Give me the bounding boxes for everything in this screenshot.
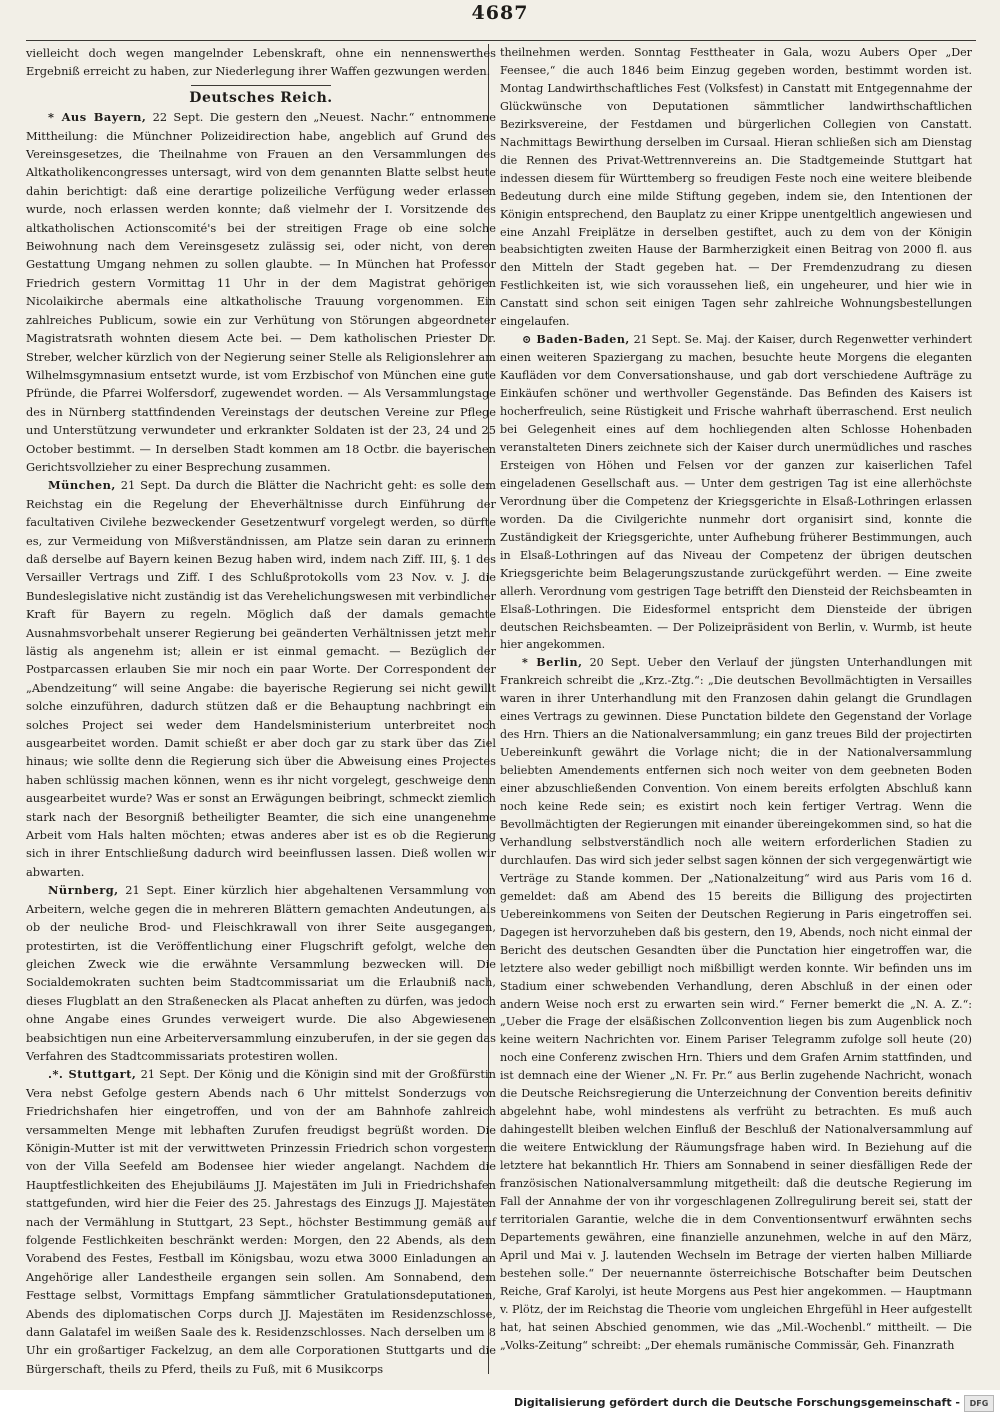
digitization-footer (0, 1390, 1000, 1417)
article-bayern (26, 108, 496, 476)
section-rule (191, 85, 331, 86)
section-heading: Deutsches Reich. (189, 89, 333, 106)
article-muenchen-text: 21 Sept. Da durch die Blätter die Nachricht geht: es solle dem Reichstag ein die Regelung der Eheverhältnisse durch Einführung der facultativen Civilehe bezweckender Gesetzentwurf vorgelegt werden, so dürfte es, zur Vermeidung von Mißverständnissen, am Platze sein daran zu erinnern daß derselbe auf Bayern keinen Bezug haben wird, indem nach Ziff. III, §. 1 des Versailler Vertrags und Ziff. I des Schlußprotokolls vom 23 Nov. v. J. die Bundeslegislative nicht zuständig ist das Verehelichungswesen mit verbindlicher Kraft für Bayern zu regeln. Möglich daß der damals gemachte Ausnahmsvorbehalt unserer Regierung bei geänderten Verhältnissen jetzt mehr lästig als angenehm ist; allein er ist einmal gemacht. — Bezüglich der Postparcassen erlauben Sie mir noch ein paar Worte. Der Correspondent der „Abendzeitung“ will seine Angabe: die bayerische Regierung sei nicht gewillt solche einzuführen, dadurch stützen daß er die Behauptung nachbringt ein solches Project sei weder dem Handelsministerium unterbreitet noch ausgearbeitet worden. Damit schießt er aber doch gar zu stark über das Ziel hinaus; wie sollte denn die Regierung sich über die Abweisung eines Projectes haben schlüssig machen können, wenn es ihr nicht vorgelegt, geschweige denn ausgearbeitet wurde? Was er sonst an Erwägungen beibringt, schmeckt ziemlich stark nach der Besorgniß betheiligter Beamter, die sich eine unangenehme Arbeit vom Hals halten möchten; etwas anderes aber ist es ob die Regierung sich in ihrer Entschließung dadurch wird beeinflussen lassen. Dieß wollen wir abwarten. (26, 478, 496, 879)
article-stuttgart-text: 21 Sept. Der König und die Königin sind mit der Großfürstin Vera nebst Gefolge gestern Abends nach 6 Uhr mittelst Sonderzugs von Friedrichshafen hier eingetroffen, und von der am Bahnhofe zahlreich versammelten Menge mit lebhaften Zurufen freudigst begrüßt worden. Die Königin-Mutter ist mit der verwittweten Prinzessin Friedrich schon vorgestern von der Villa Seefeld am Bodensee hier wieder angelangt. Nachdem die Hauptfestlichkeiten des Ehejubiläums JJ. Majestäten im Juli in Friedrichshafen stattgefunden, wird hier die Feier des 25. Jahrestags des Einzugs JJ. Majestäten nach der Vermählung in Stuttgart, 23 Sept., höchster Bestimmung gemäß auf folgende Festlichkeiten beschränkt werden: Morgen, den 22 Abends, als dem Vorabend des Festes, Festball im Königsbau, wozu etwa 3000 Einladungen an Angehörige aller Landestheile ergangen sein sollen. Am Sonnabend, dem Festtage selbst, Vormittags Empfang sämmtlicher Gratulationsdeputationen, Abends des diplomatischen Corps durch JJ. Majestäten im Residenzschlosse, dann Galatafel im weißen Saale des k. Residenzschlosses. Nach derselben um 8 Uhr ein großartiger Fackelzug, an dem alle Corporationen Stuttgarts und die Bürgerschaft, theils zu Pferd, theils zu Fuß, mit 6 Musikcorps (26, 1067, 496, 1376)
article-stuttgart-continued: theilnehmen werden. Sonntag Festtheater in Gala, wozu Aubers Oper „Der Feensee,“ die auch 1846 beim Einzug gegeben worden, bestimmt worden ist. Montag Landwirthschaftliches Fest (Volksfest) in Canstatt mit Entgegennahme der Glückwünsche von Deputationen sämmtlicher landwirthschaftlichen Bezirksvereine, der Festdamen und bürgerlichen Collegien von Canstatt. Nachmittags Bewirthung derselben im Cursaal. Hieran schließen sich am Dienstag die Rennen des Privat-Wettrennvereins an. Die Stadtgemeinde Stuttgart hat indessen diesem für Württemberg so freudigen Feste noch eine weitere bleibende Bedeutung durch eine milde Stiftung gegeben, indem sie, den Intentionen der Königin entsprechend, den Bauplatz zu einer Krippe unentgeltlich angewiesen und eine Anzahl Freiplätze in derselben gestiftet, auch zu dem von der Königin beabsichtigten zweiten Hause der Barmherzigkeit einen Beitrag von 2000 fl. aus den Mitteln der Stadt gegeben hat. — Der Fremdenzudrang zu diesen Festlichkeiten ist, wie sich voraussehen ließ, ein ungeheurer, und hier wie in Canstatt sind schon seit einigen Tagen sehr zahlreiche Wohnungsbestellungen eingelaufen. (500, 46, 972, 329)
article-stuttgart (26, 1065, 496, 1378)
dateline-muenchen: München, (48, 478, 116, 493)
article-berlin (500, 654, 972, 1354)
article-bayern-text: 22 Sept. Die gestern den „Neuest. Nachr.“ entnommene Mittheilung: die Münchner Polizeidirection habe, angeblich auf Grund des Vereinsgesetzes, die Theilnahme von Frauen an den Versammlungen des Altkatholikencongresses untersagt, wird von dem genannten Blatte selbst heute dahin berichtigt: daß eine derartige polizeiliche Verfügung weder erlassen wurde, noch erlassen werden konnte; daß vielmehr der I. Vorsitzende des altkatholischen Actionscomité's bei der streitigen Frage ob eine solche Beiwohnung nach dem Vereinsgesetz zulässig sei, oder nicht, von deren Gestattung Umgang nehmen zu sollen glaubte. — In München hat Professor Friedrich gestern Vormittag 11 Uhr in der dem Magistrat gehörigen Nicolaikirche abermals eine altkatholische Trauung vorgenommen. Ein zahlreiches Publicum, sowie ein zur Verhütung von Störungen abgeordneter Magistratsrath wohnten diesem Acte bei. — Dem katholischen Priester Dr. Streber, welcher kürzlich von der Negierung seiner Stelle als Religionslehrer am Wilhelmsgymnasium entsetzt wurde, ist vom Erzbischof von München eine gute Pfründe, die Pfarrei Wolfersdorf, zugewendet worden. — Als Versammlungstage des in Nürnberg stattfindenden Vereinstags der deutschen Vereine zur Pflege und Unterstützung verwundeter und erkrankter Soldaten ist der 23, 24 und 25 October bestimmt. — In derselben Stadt kommen am 18 Octbr. die bayerischen Gerichtsvollzieher zu einer Besprechung zusammen. (26, 110, 497, 474)
article-nuernberg-text: 21 Sept. Einer kürzlich hier abgehaltenen Versammlung von Arbeitern, welche gegen die in mehreren Blättern gemachten Andeutungen, als ob der neuliche Brod- und Fleischkrawall von ihrer Seite ausgegangen, protestirten, ist die Veröffentlichung einer Flugschrift gefolgt, welche den gleichen Zweck wie die erwähnte Versammlung bezwecken will. Die Socialdemokraten suchten beim Stadtcommissariat um die Erlaubniß nach, dieses Flugblatt an den Straßenecken als Placat anheften zu dürfen, was jedoch ohne Angabe eines Grundes verweigert wurde. Die also Abgewiesenen beabsichtigen nun eine Arbeiterversammlung einzuberufen, in der sie gegen das Verfahren des Stadtcommissariats protestiren wollen. (26, 883, 496, 1063)
dateline-stuttgart: .*. Stuttgart, (48, 1067, 137, 1082)
footer-credit: Digitalisierung gefördert durch die Deutsche Forschungsgemeinschaft - (513, 1396, 960, 1409)
right-column (500, 44, 972, 1355)
left-column (26, 44, 496, 1378)
dateline-nuernberg: Nürnberg, (48, 883, 119, 898)
article-nuernberg (26, 881, 496, 1065)
dateline-berlin: * Berlin, (522, 656, 583, 670)
dfg-logo-icon: DFG (964, 1395, 994, 1412)
article-berlin-text: 20 Sept. Ueber den Verlauf der jüngsten Unterhandlungen mit Frankreich schreibt die „Krz.-Ztg.“: „Die deutschen Bevollmächtigten in Versailles waren in ihrer Unterhandlung mit den Franzosen dahin gelangt die Grundlagen eines Vertrags zu gewinnen. Diese Punctation bildete den Gegenstand der Vorlage des Hrn. Thiers an die Nationalversammlung; ein ganz treues Bild der projectirten Uebereinkunft gewährt die Vorlage nicht; die in der Nationalversammlung beliebten Amendements entfernen sich noch weiter von dem geebneten Boden einer abzuschließenden Convention. Von einem bereits erfolgten Abschluß kann noch keine Rede sein; es existirt noch kein fertiger Vertrag. Wenn die Bevollmächtigten der Regierungen mit einander übereingekommen sind, so hat die Verhandlung selbstverständlich noch alle weitern erforderlichen Stadien zu durchlaufen. Das wird sich jeder selbst sagen können der sich vergegenwärtigt wie Verträge zu Stande kommen. Der „Nationalzeitung“ wird aus Paris vom 16 d. gemeldet: daß am Abend des 15 bereits die Billigung des projectirten Uebereinkommens von Seiten der Deutschen Regierung in Paris eingetroffen sei. Dagegen ist hervorzuheben daß bis gestern, den 19, Abends, noch nicht einmal der Bericht des deutschen Gesandten über die Punctation hier eingetroffen war, die letztere also weder gebilligt noch mißbilligt werden konnte. Wir befinden uns im Stadium einer schwebenden Verhandlung, deren Abschluß in der einen oder andern Weise noch erst zu erwarten sein wird.“ Ferner bemerkt die „N. A. Z.“: „Ueber die Frage der elsäßischen Zollconvention liegen bis zum Augenblick noch keine weitern Nachrichten vor. Einem Pariser Telegramm zufolge soll heute (20) noch eine Conferenz zwischen Hrn. Thiers und dem Grafen Arnim stattfinden, und ist demnach eine der Wiener „N. Fr. Pr.“ aus Berlin zugehende Nachricht, wonach die Deutsche Reichsregierung die Unterzeichnung der Convention bereits definitiv abgelehnt habe, wohl mindestens als verfrüht zu betrachten. Es muß auch dahingestellt bleiben welchen Einfluß der Beschluß der Nationalversammlung auf die weitere Entwicklung der Räumungsfrage haben wird. In Beziehung auf die letztere hat bekanntlich Hr. Thiers am Sonnabend in seiner diesfälligen Rede der französischen Nationalversammlung mitgetheilt: daß die deutsche Regierung im Fall der Annahme der von ihr vorgeschlagenen Zollregulirung bereit sei, statt der territorialen Garantie, welche die in dem Conventionsentwurf erwähnten sechs Departements gewähren, eine finanzielle anzunehmen, welche in auf den März, April und Mai v. J. lautenden Wechseln im Betrage der vierten halben Milliarde bestehen solle.“ Der neuernannte österreichische Botschafter beim Deutschen Reiche, Graf Karolyi, ist heute Morgens aus Pest hier angekommen. — Hauptmann v. Plötz, der im Reichstag die Theorie vom ungleichen Ehrgefühl in Heer aufgestellt hat, hat seinen Abschied genommen, wie das „Mil.-Wochenbl.“ mittheilt. — Die „Volks-Zeitung“ schreibt: „Der ehemals rumänische Commissär, Geh. Finanzrath (500, 656, 972, 1352)
intro-paragraph: vielleicht doch wegen mangelnder Lebenskraft, ohne ein nennenswerthes Ergebniß erreicht zu haben, zur Niederlegung ihrer Waffen gezwungen werden. (26, 46, 496, 79)
header-rule (26, 40, 976, 41)
page-number: 4687 (471, 2, 529, 24)
article-muenchen (26, 476, 496, 881)
article-baden-baden (500, 331, 972, 654)
article-baden-text: 21 Sept. Se. Maj. der Kaiser, durch Regenwetter verhindert einen weiteren Spaziergang zu machen, besuchte heute Morgens die eleganten Kaufläden vor dem Conversationshause, und gab dort verschiedene Aufträge zu Einkäufen schöner und werthvoller Gegenstände. Das Befinden des Kaisers ist hocherfreulich, seine Rüstigkeit und Frische wahrhaft überraschend. Erst neulich bei Gelegenheit eines auf dem hochliegenden alten Schlosse Hohenbaden veranstalteten Diners zeichnete sich der Kaiser durch unermüdliches und rasches Ersteigen von Höhen und Felsen vor der ganzen zur kaiserlichen Tafel eingeladenen Gesellschaft aus. — Unter dem gestrigen Tag ist eine allerhöchste Verordnung über die Competenz der Kriegsgerichte in Elsaß-Lothringen erlassen worden. Da die Civilgerichte nunmehr dort organisirt sind, konnte die Zuständigkeit der Kriegsgerichte, unter Aufhebung früherer Bestimmungen, auch in Elsaß-Lothringen auf das Niveau der Competenz der übrigen deutschen Kriegsgerichte beim Belagerungszustande zurückgeführt werden. — Eine zweite allerh. Verordnung vom gestrigen Tage betrifft den Diensteid der Reichsbeamten in Elsaß-Lothringen. Die Eidesformel entspricht dem Diensteide der übrigen deutschen Reichsbeamten. — Der Polizeipräsident von Berlin, v. Wurmb, ist heute hier angekommen. (500, 333, 973, 652)
dateline-bayern: * Aus Bayern, (48, 110, 147, 125)
dateline-baden-baden: ⊙ Baden-Baden, (522, 333, 630, 347)
